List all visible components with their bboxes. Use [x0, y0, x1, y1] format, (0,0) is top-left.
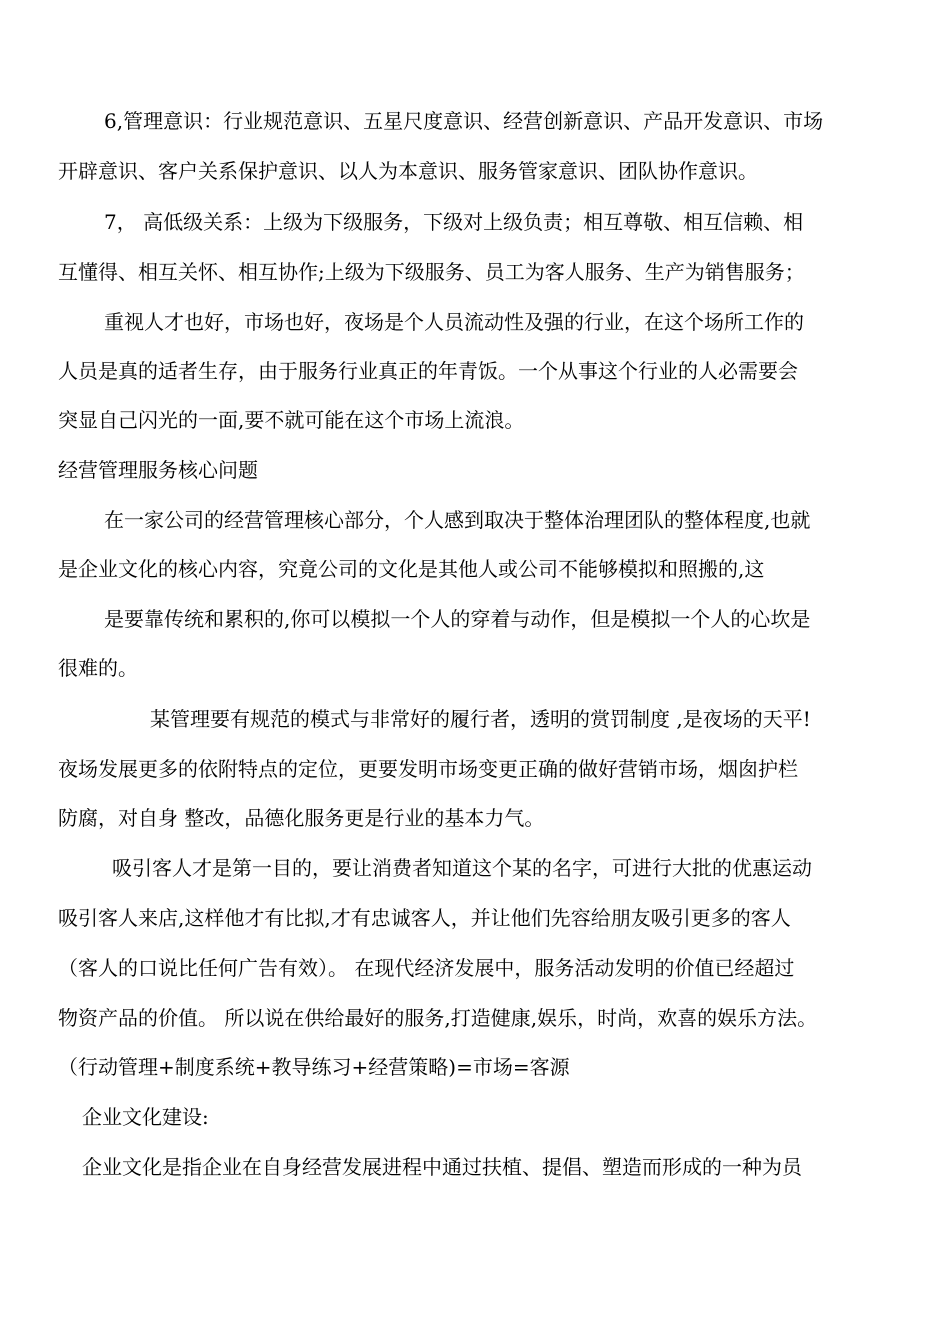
formula-line: （行动管理+制度系统+教导练习+经营策略)=市场=客源: [58, 1055, 570, 1079]
text-line: 吸引客人才是第一目的，要让消费者知道这个某的名字，可进行大批的优惠运动: [112, 856, 812, 880]
text-line: 吸引客人来店,这样他才有比拟,才有忠诚客人，并让他们先容给朋友吸引更多的客人: [58, 906, 791, 930]
text-line: 6,管理意识：行业规范意识、五星尺度意识、经营创新意识、产品开发意识、市场: [104, 109, 824, 133]
text-line: 重视人才也好，市场也好，夜场是个人员流动性及强的行业，在这个场所工作的: [104, 310, 804, 334]
section-heading: 企业文化建设:: [82, 1105, 209, 1129]
text-line: 7， 高低级关系：上级为下级服务，下级对上级负责；相互尊敬、相互信赖、相: [104, 210, 804, 234]
text-line: 夜场发展更多的依附特点的定位，更要发明市场变更正确的做好营销市场，烟囱护栏: [58, 757, 798, 781]
text-line: 企业文化是指企业在自身经营发展进程中通过扶植、提倡、塑造而形成的一种为员: [82, 1155, 802, 1179]
text-line: 防腐，对自身 整改，品德化服务更是行业的基本力气。: [58, 806, 545, 830]
text-line: 物资产品的价值。 所以说在供给最好的服务,打造健康,娱乐，时尚，欢喜的娱乐方法。: [58, 1006, 818, 1030]
text-line: 突显自己闪光的一面,要不就可能在这个市场上流浪。: [58, 408, 525, 432]
text-line: （客人的口说比任何广告有效）。 在现代经济发展中，服务活动发明的价值已经超过: [58, 956, 795, 980]
text-line: 某管理要有规范的模式与非常好的履行者，透明的赏罚制度 ,是夜场的天平!: [150, 707, 811, 731]
text-line: 是要靠传统和累积的,你可以模拟一个人的穿着与动作，但是模拟一个人的心坎是: [104, 607, 811, 631]
text-line: 很难的。: [58, 656, 138, 680]
text-line: 开辟意识、客户关系保护意识、以人为本意识、服务管家意识、团队协作意识。: [58, 159, 758, 183]
text-line: 人员是真的适者生存，由于服务行业真正的年青饭。一个从事这个行业的人必需要会: [58, 359, 798, 383]
section-heading: 经营管理服务核心问题: [58, 458, 258, 482]
text-line: 是企业文化的核心内容，究竟公司的文化是其他人或公司不能够模拟和照搬的,这: [58, 557, 765, 581]
text-line: 在一家公司的经营管理核心部分，个人感到取决于整体治理团队的整体程度,也就: [104, 508, 811, 532]
text-line: 互懂得、相互关怀、相互协作;上级为下级服务、员工为客人服务、生产为销售服务；: [58, 260, 805, 284]
